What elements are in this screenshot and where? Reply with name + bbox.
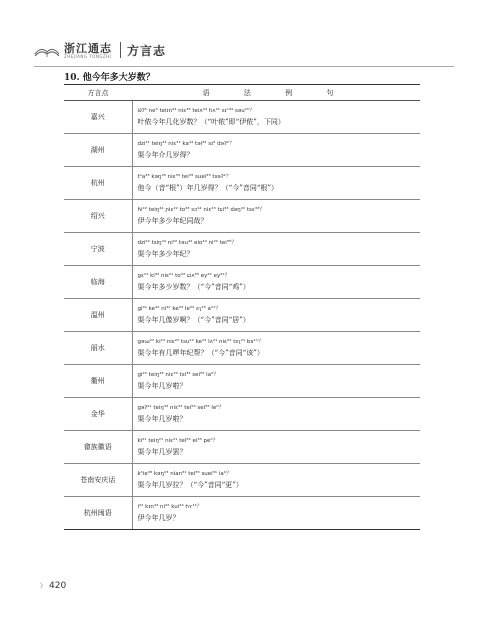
example-sentence: 渠今年多少岁数？（“今”音同“鸡”） <box>137 283 250 291</box>
example-cell <box>132 266 420 299</box>
page-footer <box>40 581 66 591</box>
ipa-transcription: i∂ʔ⁵ ne³ teiɪn⁴⁴ niɛ³³ teiʌ⁴⁴ hʌ²¹ sɪⁿ⁴⁴ səu²¹？ <box>137 108 255 114</box>
table-body <box>64 101 420 530</box>
dialect-place: 衢州 <box>64 365 132 398</box>
brand-title: 浙江通志 <box>64 42 112 55</box>
ipa-transcription: ki²¹ teiŋ²¹ niɛ²¹ tei⁵³ ei³³ pe⁰？ <box>137 438 219 444</box>
question-title: 10. 他今年多大岁数？ <box>64 73 155 83</box>
ipa-transcription: ɦi²² teiŋ⁴⁴ ɲiɛ²² to³³ sɔ⁴⁴ niɛ²³ tɕi³³ dəŋ²² tsɛ³³？ <box>137 207 265 213</box>
example-sentence: 叶侬今年几化岁数？（“叶侬”即“伊侬”，下同） <box>137 118 285 126</box>
example-sentence: 渠今年几岁罢？ <box>137 448 187 456</box>
example-sentence: 伊今年多少年纪同哉？ <box>137 217 208 225</box>
table-row <box>64 332 420 365</box>
dialect-place: 嘉兴 <box>64 101 132 134</box>
example-cell <box>132 299 420 332</box>
dialect-place: 温州 <box>64 299 132 332</box>
example-sentence: 他今（音“根”）年几岁得？（“今”音同“根”） <box>137 184 278 192</box>
ipa-transcription: dzi²² tsiŋ⁴⁴ ni²² təu⁴⁴ eio⁴⁴ ni²² tei³⁵？ <box>137 240 237 246</box>
example-sentence: 渠今年几岁啦？ <box>137 382 187 390</box>
example-sentence: 渠今年有几啰年纪帮？（“今”音同“该”） <box>137 349 264 357</box>
ipa-transcription: dzi¹¹ teiŋ⁴⁴ niɛ³¹ ka⁴⁴ təi³³ sɪ⁵ dəʔ²？ <box>137 141 235 147</box>
example-cell <box>132 431 420 464</box>
dialect-place: 丽水 <box>64 332 132 365</box>
ipa-transcription: gəʔ²¹ teiŋ³³ niɛ³³ tei⁵³ sei⁵⁵ le⁰？ <box>137 405 224 411</box>
book-logo-icon <box>34 42 60 58</box>
table-row <box>64 134 420 167</box>
example-cell <box>132 233 420 266</box>
footer-marker: 》 <box>40 583 47 590</box>
example-sentence: 渠今年介几岁得？ <box>137 151 194 159</box>
example-sentence: 渠今年几岁拉？（“今”音同“更”） <box>137 481 243 489</box>
dialect-place: 绍兴 <box>64 200 132 233</box>
dialect-place: 畲族徽语 <box>64 431 132 464</box>
dialect-place: 宁波 <box>64 233 132 266</box>
example-sentence: 渠今年几像岁啊？（“今”音同“居”） <box>137 316 250 324</box>
table-row <box>64 398 420 431</box>
table-row <box>64 200 420 233</box>
table-row <box>64 497 420 530</box>
example-cell <box>132 398 420 431</box>
example-cell <box>132 167 420 200</box>
dialect-place: 杭州闽语 <box>64 497 132 530</box>
dialect-place: 杭州 <box>64 167 132 200</box>
example-cell <box>132 200 420 233</box>
example-sentence: 渠今年多少年纪？ <box>137 250 194 258</box>
example-cell <box>132 497 420 530</box>
brand-subtitle: ZHEJIANG TONGZHI <box>64 54 112 59</box>
table-row <box>64 233 420 266</box>
table-row <box>64 431 420 464</box>
page-number: 420 <box>49 581 67 591</box>
table-row <box>64 266 420 299</box>
dialect-place: 金华 <box>64 398 132 431</box>
example-cell <box>132 134 420 167</box>
section-title: 方言志 <box>127 44 167 58</box>
header-rule <box>34 66 454 67</box>
ipa-transcription: i²² kɪn⁴⁴ ni²² kui⁴⁴ hʏ¹¹？ <box>137 504 203 510</box>
ipa-transcription: gi³¹ ke⁴² ni⁴² ke³³ le⁵³ sʅ⁴⁵ a²¹？ <box>137 306 221 312</box>
ipa-transcription: gəɯ²² ki²⁴ niɛ²² tsu²² ke²⁴ lʌ²¹ niɛ²² tsʅ²¹ bɤ¹¹？ <box>137 339 264 345</box>
table-header-row <box>64 85 420 101</box>
table-row <box>64 365 420 398</box>
column-header-example: 语 法 例 句 <box>132 85 420 101</box>
table-row <box>64 464 420 497</box>
dialect-place: 苍南安庆话 <box>64 464 132 497</box>
example-sentence: 渠今年几岁啦？ <box>137 415 187 423</box>
ipa-transcription: tʰa³³ kəŋ³³ niɛ³³ tei³³ suei³³ tsəʔ²？ <box>137 174 232 180</box>
example-cell <box>132 464 420 497</box>
dialect-place: 临海 <box>64 266 132 299</box>
page-header <box>34 40 454 64</box>
table-row <box>64 299 420 332</box>
header-divider <box>120 42 121 58</box>
dialect-place: 湖州 <box>64 134 132 167</box>
table-row <box>64 101 420 134</box>
ipa-transcription: gi²² teiŋ³³ niɛ³³ tsi³³ sei⁵⁵ la⁰？ <box>137 372 219 378</box>
ipa-transcription: kʰie³³ kəŋ²³ nian³¹ tei⁵⁵ suei³¹ ia⁰？ <box>137 471 232 477</box>
ipa-transcription: gɛ²¹ ki³³ niɛ²¹ to³³ ɕiʌ⁵⁵ ey²² ey²²？ <box>137 273 231 279</box>
example-cell <box>132 332 420 365</box>
table-row <box>64 167 420 200</box>
example-cell <box>132 101 420 134</box>
column-header-place: 方言点 <box>64 85 132 101</box>
grammar-table <box>64 84 420 530</box>
example-sentence: 伊今年几岁？ <box>137 514 180 522</box>
example-cell <box>132 365 420 398</box>
